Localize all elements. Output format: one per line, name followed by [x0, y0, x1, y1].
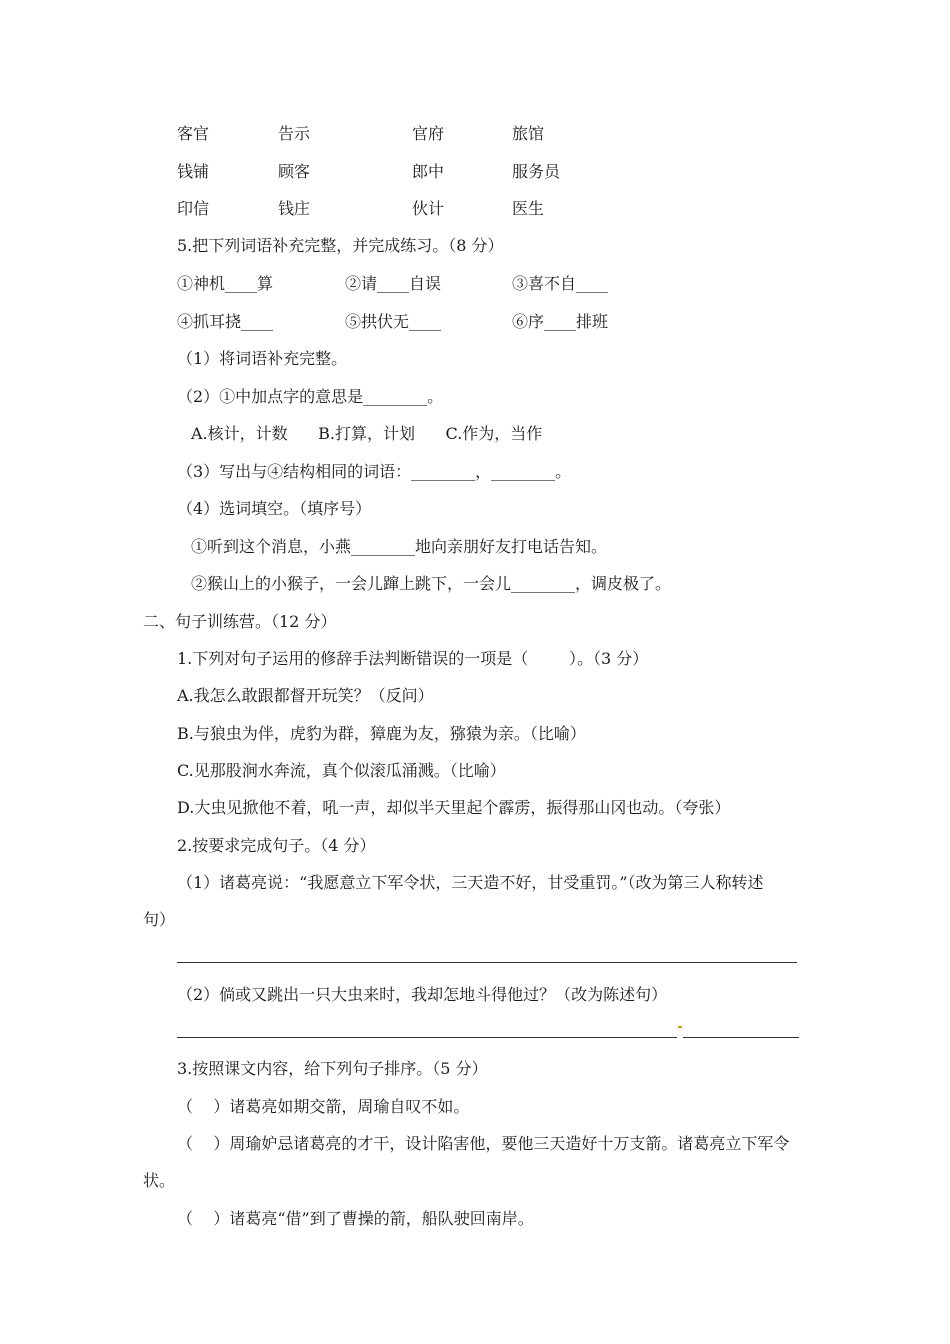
s2-q1-option-b: B.与狼虫为伴，虎豹为群，獐鹿为友，猕猿为亲。（比喻） [177, 724, 586, 743]
fill-blank-item: ⑤拱伏无____ [345, 312, 442, 331]
q5-sub2: （2）①中加点字的意思是________。 [177, 387, 444, 406]
s2-q3-item-b: （ ）周瑜妒忌诸葛亮的才干，设计陷害他，要他三天造好十万支箭。诸葛亮立下军令 [177, 1134, 790, 1153]
stray-mark [678, 1026, 682, 1028]
word-cell: 伙计 [412, 199, 445, 218]
word-cell: 服务员 [512, 162, 561, 181]
s2-q2-2: （2）倘或又跳出一只大虫来时，我却怎地斗得他过？（改为陈述句） [177, 985, 668, 1004]
q5-sub4: （4）选词填空。（填序号） [177, 499, 372, 518]
s2-q2-1: （1）诸葛亮说：“我愿意立下军令状，三天造不好，甘受重罚。”（改为第三人称转述 [177, 873, 764, 892]
word-cell: 旅馆 [512, 124, 545, 143]
fill-blank-item: ①神机____算 [177, 274, 274, 293]
fill-blank-item: ④抓耳挠____ [177, 312, 274, 331]
q5-sub2-options: A.核计，计数 B.打算，计划 C.作为，当作 [191, 424, 543, 443]
q5-title: 5.把下列词语补充完整，并完成练习。（8 分） [177, 236, 504, 255]
word-cell: 郎中 [412, 162, 445, 181]
fill-blank-item: ②请____自误 [345, 274, 442, 293]
word-cell: 钱铺 [177, 162, 210, 181]
word-cell: 顾客 [278, 162, 311, 181]
word-cell: 印信 [177, 199, 210, 218]
s2-q3-item-a: （ ）诸葛亮如期交箭，周瑜自叹不如。 [177, 1097, 470, 1116]
q5-sub1: （1）将词语补充完整。 [177, 349, 348, 368]
s2-q1: 1.下列对句子运用的修辞手法判断错误的一项是（ ）。（3 分） [177, 649, 649, 668]
s2-q2: 2.按要求完成句子。（4 分） [177, 836, 376, 855]
s2-q1-option-d: D.大虫见掀他不着，吼一声，却似半天里起个霹雳，振得那山冈也动。（夸张） [177, 798, 731, 817]
answer-line [177, 962, 797, 963]
section-2-title: 二、句子训练营。（12 分） [143, 612, 337, 631]
s2-q3: 3.按照课文内容，给下列句子排序。（5 分） [177, 1059, 488, 1078]
word-cell: 钱庄 [278, 199, 311, 218]
s2-q3-item-c: （ ）诸葛亮“借”到了曹操的箭，船队驶回南岸。 [177, 1209, 534, 1228]
word-cell: 客官 [177, 124, 210, 143]
fill-blank-item: ③喜不自____ [512, 274, 609, 293]
answer-line [177, 1037, 677, 1038]
word-cell: 医生 [512, 199, 545, 218]
fill-blank-item: ⑥序____排班 [512, 312, 609, 331]
s2-q2-1-cont: 句） [143, 910, 176, 929]
s2-q1-option-a: A.我怎么敢跟都督开玩笑？（反问） [177, 686, 434, 705]
q5-sub4-b: ②猴山上的小猴子，一会儿蹿上跳下，一会儿________，调皮极了。 [191, 574, 672, 593]
s2-q3-item-b-cont: 状。 [143, 1171, 176, 1190]
s2-q1-option-c: C.见那股涧水奔流，真个似滚瓜涌溅。（比喻） [177, 761, 506, 780]
word-cell: 告示 [278, 124, 311, 143]
q5-sub4-a: ①听到这个消息，小燕________地向亲朋好友打电话告知。 [191, 537, 608, 556]
word-cell: 官府 [412, 124, 445, 143]
q5-sub3: （3）写出与④结构相同的词语：________，________。 [177, 462, 572, 481]
answer-line [683, 1037, 799, 1038]
